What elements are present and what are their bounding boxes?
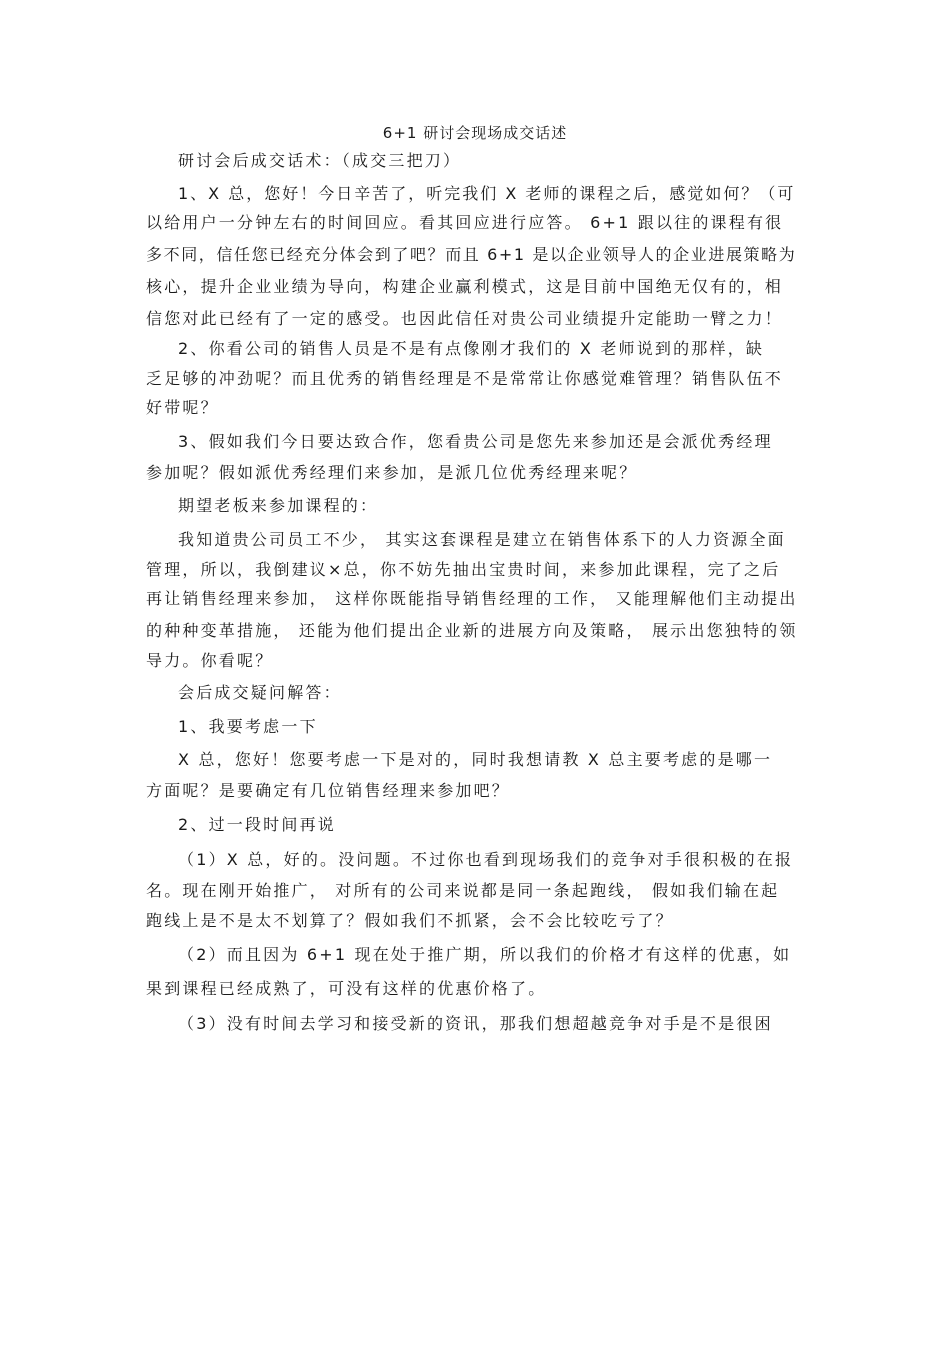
text-line: 2、你看公司的销售人员是不是有点像刚才我们的 X 老师说到的那样，缺 [178,339,765,358]
text-line: 导力。你看呢？ [146,651,274,670]
text-line: 期望老板来参加课程的： [178,496,379,515]
text-line: 1、X 总，您好！今日辛苦了，听完我们 X 老师的课程之后，感觉如何？（可 [178,184,796,203]
document-title: 6+1 研讨会现场成交话述 [382,124,568,142]
text-line: 跑线上是不是太不划算了？假如我们不抓紧，会不会比较吃亏了？ [146,911,674,930]
text-line: （2）而且因为 6+1 现在处于推广期，所以我们的价格才有这样的优惠，如 [178,945,792,964]
text-line: 多不同，信任您已经充分体会到了吧？而且 6+1 是以企业领导人的企业进展策略为 [146,245,797,264]
text-line: （3）没有时间去学习和接受新的资讯，那我们想超越竞争对手是不是很困 [178,1014,773,1033]
text-line: 名。现在刚开始推广， 对所有的公司来说都是同一条起跑线， 假如我们输在起 [146,881,780,900]
text-line: 1、我要考虑一下 [178,717,318,736]
text-line: 信您对此已经有了一定的感受。也因此信任对贵公司业绩提升定能助一臂之力！ [146,309,784,328]
text-line: 乏足够的冲劲呢？而且优秀的销售经理是不是常常让你感觉难管理？销售队伍不 [146,369,784,388]
text-line: 以给用户一分钟左右的时间回应。看其回应进行应答。 6+1 跟以往的课程有很 [146,213,784,232]
text-line: 研讨会后成交话术：（成交三把刀） [178,151,462,170]
text-line: 参加呢？假如派优秀经理们来参加，是派几位优秀经理来呢？ [146,463,638,482]
text-line: 会后成交疑问解答： [178,683,342,702]
text-line: 好带呢？ [146,398,219,417]
text-line: X 总，您好！您要考虑一下是对的，同时我想请教 X 总主要考虑的是哪一 [178,750,773,769]
text-line: 再让销售经理来参加， 这样你既能指导销售经理的工作， 又能理解他们主动提出 [146,589,798,608]
text-line: 核心，提升企业业绩为导向，构建企业赢利模式，这是目前中国绝无仅有的，相 [146,277,784,296]
text-line: 方面呢？是要确定有几位销售经理来参加吧？ [146,781,511,800]
text-line: 3、假如我们今日要达致合作，您看贵公司是您先来参加还是会派优秀经理 [178,432,773,451]
text-line: 管理，所以，我倒建议×总，你不妨先抽出宝贵时间，来参加此课程，完了之后 [146,560,781,579]
text-line: 果到课程已经成熟了，可没有这样的优惠价格了。 [146,979,547,998]
text-line: 的种种变革措施， 还能为他们提出企业新的进展方向及策略， 展示出您独特的领 [146,621,798,640]
text-line: 2、过一段时间再说 [178,815,336,834]
text-line: （1）X 总，好的。没问题。不过你也看到现场我们的竞争对手很积极的在报 [178,850,794,869]
text-line: 我知道贵公司员工不少， 其实这套课程是建立在销售体系下的人力资源全面 [178,530,786,549]
